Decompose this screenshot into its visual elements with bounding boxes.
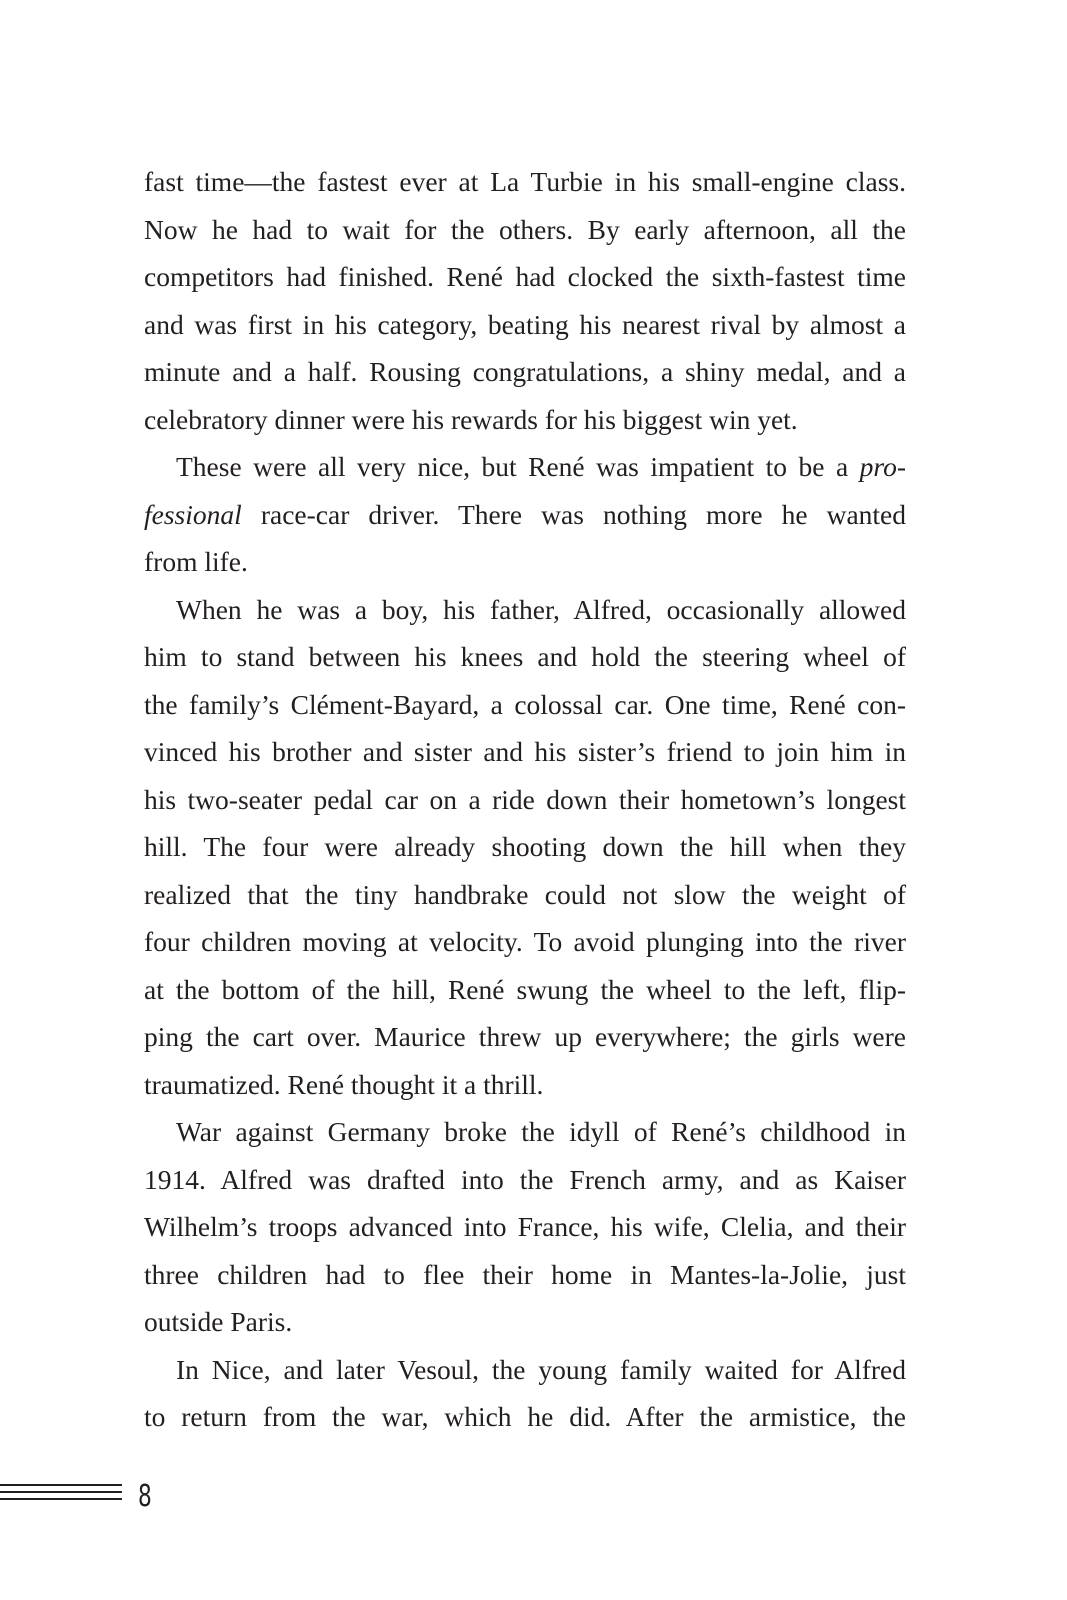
text-line [144,443,906,491]
text-line: realized that the tiny handbrake could not slow the weight of [144,878,906,910]
text-line: 1914. Alfred was drafted into the French army, and as Kaiser [144,1163,906,1195]
folio-rule-bottom [0,1498,122,1500]
text-line: traumatized. René thought it a thrill. [144,1068,544,1100]
text-line: from life. [144,546,248,577]
text-line: outside Paris. [144,1306,293,1337]
folio-rule-middle [0,1491,122,1493]
text-line: ping the cart over. Maurice threw up everywhere; the girls were [144,1021,906,1052]
text-span: race-car driver. There was nothing more he wanted [260,498,907,530]
text-line: him to stand between his knees and hold the steering wheel of [144,641,906,672]
text-line: minute and a half. Rousing congratulations, a shiny medal, and a [144,356,906,387]
text-line: fast time—the fastest ever at La Turbie in his small-engine class. [144,166,906,197]
folio-rule-top [0,1484,122,1486]
italic-word: fessional [144,498,242,530]
text-span: These were all very nice, but René was impatient to be a [176,451,860,482]
text-line: Wilhelm’s troops advanced into France, his wife, Clelia, and their [144,1211,906,1242]
text-line: at the bottom of the hill, René swung the wheel to the left, flip- [144,973,906,1005]
text-line: Now he had to wait for the others. By early afternoon, all the [144,213,906,245]
text-line: War against Germany broke the idyll of René’s childhood in [176,1116,906,1147]
text-line: four children moving at velocity. To avoid plunging into the river [144,926,906,957]
text-line: When he was a boy, his father, Alfred, occasionally allowed [176,593,906,625]
italic-word: pro- [859,451,906,482]
text-line: In Nice, and later Vesoul, the young family waited for Alfred [176,1353,906,1385]
text-line: hill. The four were already shooting down the hill when they [144,831,906,862]
text-line: and was first in his category, beating his nearest rival by almost a [144,308,906,340]
text-line: to return from the war, which he did. After the armistice, the [144,1401,906,1432]
text-line: vinced his brother and sister and his sister’s friend to join him in [144,736,906,767]
text-line: celebratory dinner were his rewards for his biggest win yet. [144,403,798,435]
text-line: three children had to flee their home in Mantes-la-Jolie, just [144,1258,906,1290]
page-number: 8 [138,1479,152,1514]
text-line: the family’s Clément-Bayard, a colossal car. One time, René con- [144,688,906,720]
text-line [144,491,906,539]
body-text [144,158,906,1441]
text-line: competitors had finished. René had clocked the sixth-fastest time [144,261,906,292]
text-line: his two-seater pedal car on a ride down their hometown’s longest [144,783,906,815]
